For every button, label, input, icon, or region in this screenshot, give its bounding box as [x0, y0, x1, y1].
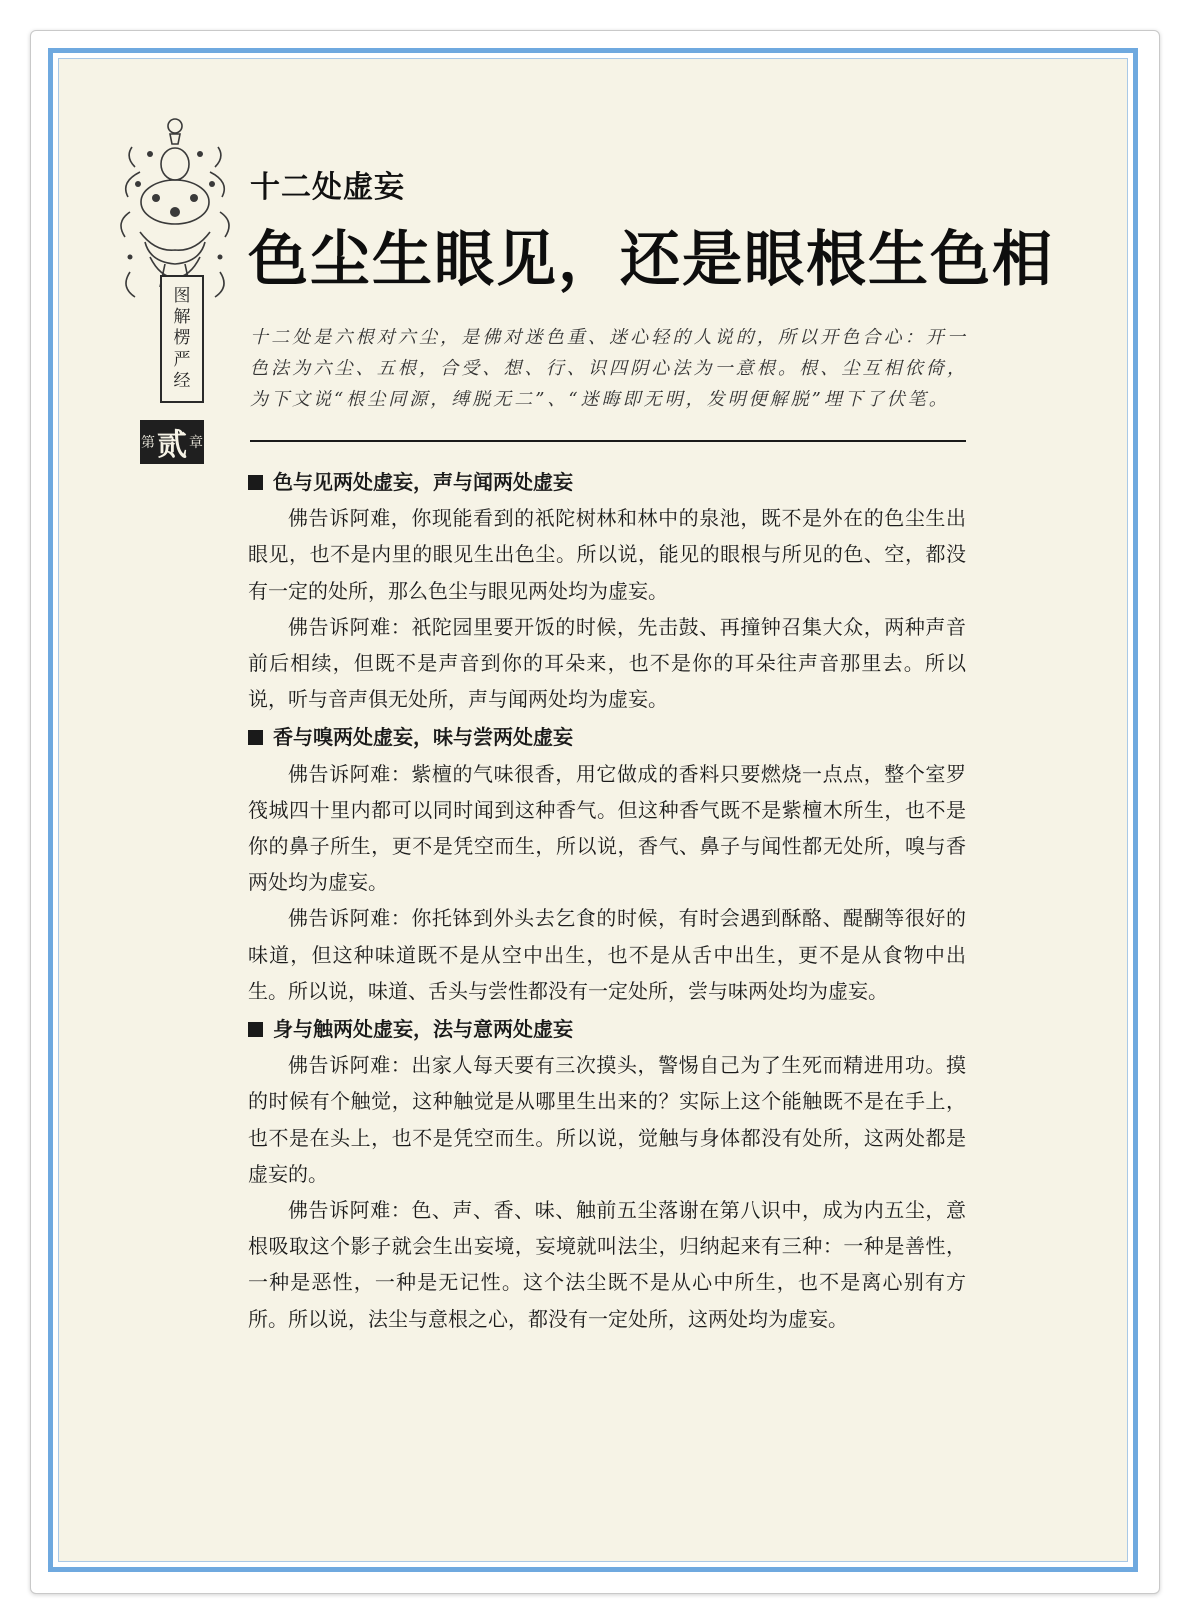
- chapter-prefix: 第: [141, 435, 155, 451]
- section-heading-text: 身与触两处虚妄，法与意两处虚妄: [273, 1017, 573, 1042]
- book-title-char: 经: [173, 370, 191, 391]
- page-title: 色尘生眼见，还是眼根生色相: [248, 225, 1054, 295]
- section-heading-text: 香与嗅两处虚妄，味与尝两处虚妄: [273, 725, 573, 750]
- main-content: [248, 462, 966, 1337]
- chapter-suffix: 章: [189, 435, 203, 451]
- section-heading: [248, 464, 966, 500]
- square-bullet-icon: [248, 1022, 263, 1037]
- body-paragraph: 佛告诉阿难：你托钵到外头去乞食的时候，有时会遇到酥酪、醍醐等很好的味道，但这种味道既不是从空中出生，也不是从舌中出生，更不是从食物中出生。所以说，味道、舌头与尝性都没有一定处所，尝与味两处均为虚妄。: [248, 906, 966, 1003]
- section-heading-text: 色与见两处虚妄，声与闻两处虚妄: [273, 470, 573, 494]
- body-paragraph: 佛告诉阿难：色、声、香、味、触前五尘落谢在第八识中，成为内五尘，意根吸取这个影子就会生出妄境，妄境就叫法尘，归纳起来有三种：一种是善性，一种是恶性，一种是无记性。这个法尘既不是从心中所生，也不是离心别有方所。所以说，法尘与意根之心，都没有一定处所，这两处均为虚妄。: [248, 1198, 966, 1331]
- buddha-lotus-ornament-icon: [110, 112, 240, 302]
- book-title-label: [160, 275, 204, 403]
- square-bullet-icon: [248, 730, 263, 745]
- intro-paragraph: 十二处是六根对六尘，是佛对迷色重、迷心轻的人说的，所以开色合心：开一色法为六尘、五根，合受、想、行、识四阴心法为一意根。根、尘互相依倚，为下文说“根尘同源，缚脱无二”、“迷晦即无明，发明便解脱”埋下了伏笔。: [250, 327, 968, 410]
- body-paragraph: 佛告诉阿难：紫檀的气味很香，用它做成的香料只要燃烧一点点，整个室罗筏城四十里内都可以同时闻到这种香气。但这种香气既不是紫檀木所生，也不是你的鼻子所生，更不是凭空而生，所以说，香气、鼻子与闻性都无处所，嗅与香两处均为虚妄。: [248, 761, 966, 895]
- section-heading: [248, 719, 966, 755]
- book-title-char: 楞: [173, 328, 191, 349]
- square-bullet-icon: [248, 475, 263, 490]
- body-paragraph: 佛告诉阿难：祇陀园里要开饭的时候，先击鼓、再撞钟召集大众，两种声音前后相续，但既不是声音到你的耳朵来，也不是你的耳朵往声音那里去。所以说，听与音声俱无处所，声与闻两处均为虚妄。: [248, 614, 966, 712]
- section-subtitle: 十二处虚妄: [250, 170, 405, 205]
- book-title-char: 解: [173, 307, 191, 328]
- chapter-number: 贰: [157, 428, 187, 463]
- chapter-badge: [140, 420, 204, 464]
- body-paragraph: 佛告诉阿难，你现能看到的祇陀树林和林中的泉池，既不是外在的色尘生出眼见，也不是内里的眼见生出色尘。所以说，能见的眼根与所见的色、空，都没有一定的处所，那么色尘与眼见两处均为虚妄。: [248, 506, 966, 603]
- book-title-char: 严: [173, 349, 191, 370]
- book-title-char: 图: [173, 285, 191, 306]
- section-heading: [248, 1011, 966, 1047]
- body-paragraph: 佛告诉阿难：出家人每天要有三次摸头，警惕自己为了生死而精进用功。摸的时候有个触觉，这种触觉是从哪里生出来的？实际上这个能触既不是在手上，也不是在头上，也不是凭空而生。所以说，觉触与身体都没有处所，这两处都是虚妄的。: [248, 1053, 966, 1186]
- divider: [250, 440, 966, 442]
